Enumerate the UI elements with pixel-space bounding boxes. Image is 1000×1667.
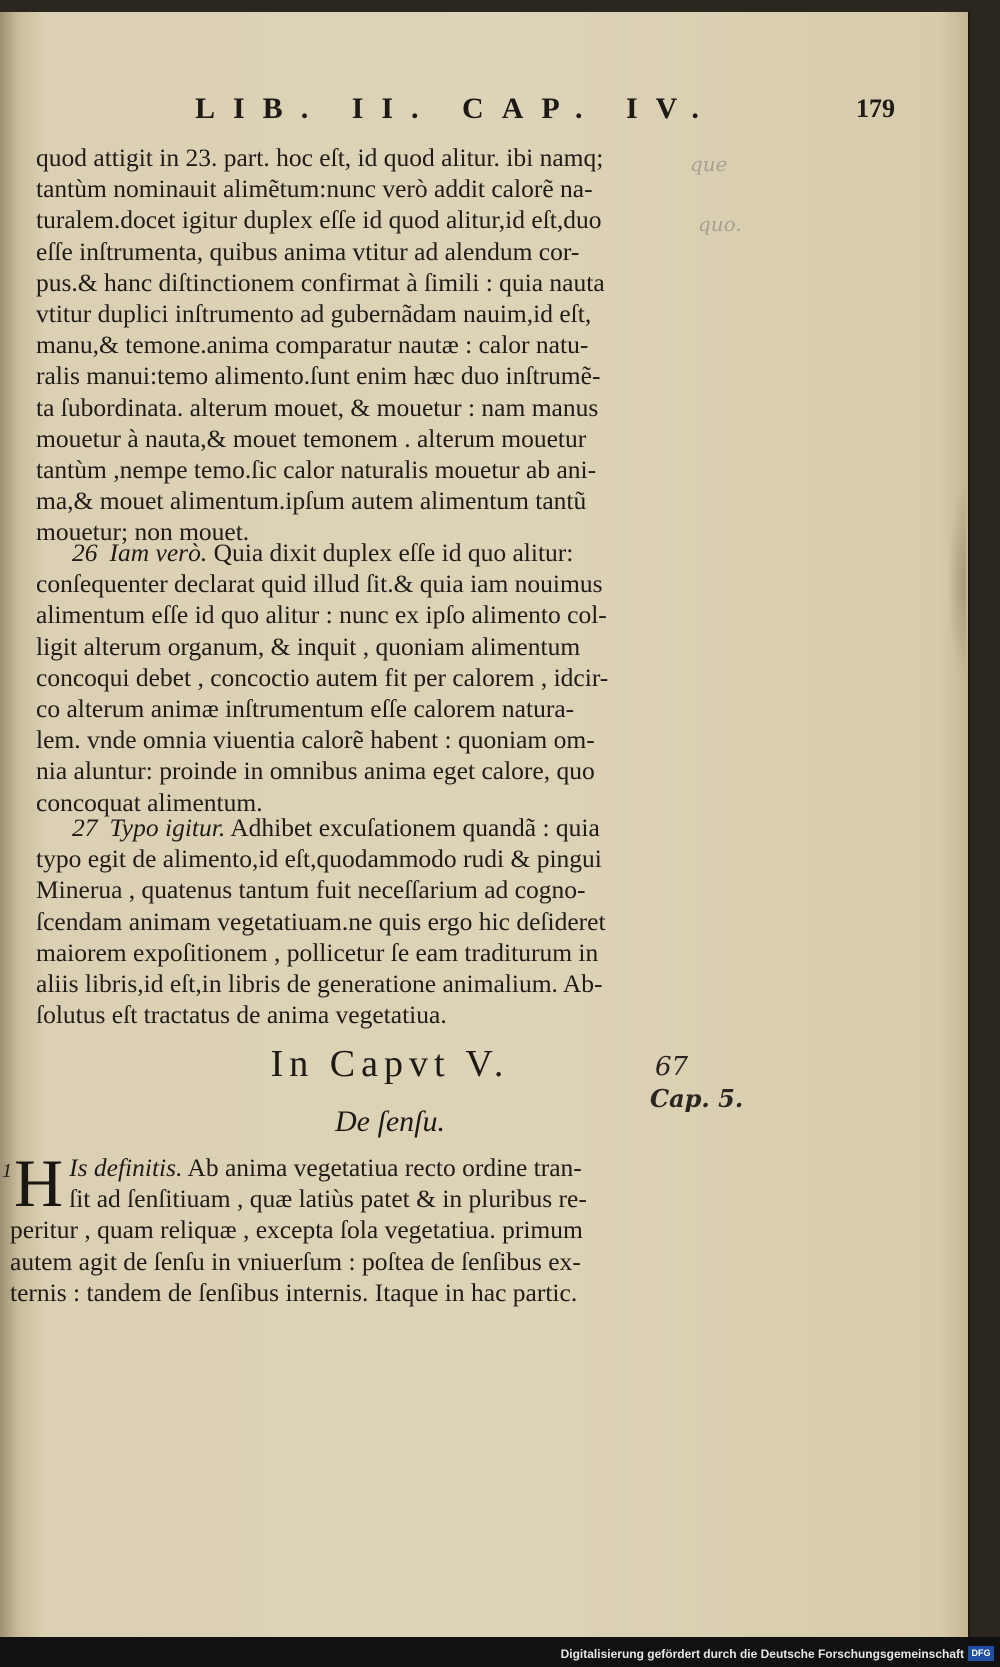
text-fragment: Adhibet excuſationem quandã : quia	[230, 813, 600, 842]
running-title: LIB. II. CAP. IV.	[195, 92, 717, 125]
text-line: concoquat alimentum.	[36, 787, 263, 817]
text-block-commentary	[36, 142, 716, 548]
text-line: conſequenter declarat quid illud ſit.& quia iam nouimus	[36, 569, 603, 599]
text-line: pus.& hanc diſtinctionem confirmat à ſimili : quia nauta	[36, 267, 605, 297]
paragraph-number: 1	[2, 1160, 12, 1182]
text-fragment: Ab anima vegetatiua recto ordine tran-	[187, 1153, 582, 1182]
section-subheading: De ſenſu.	[335, 1105, 445, 1138]
drop-cap: H	[14, 1145, 64, 1221]
text-line: ſit ad ſenſitiuam , quæ latiùs patet & in pluribus re-	[69, 1184, 587, 1214]
text-line: nia aluntur: proinde in omnibus anima eget calore, quo	[36, 756, 595, 786]
funding-credit: Digitalisierung gefördert durch die Deutsche Forschungsgemeinschaft	[560, 1647, 964, 1661]
text-line: ma,& mouet alimentum.ipſum autem alimentum tantũ	[36, 486, 587, 516]
text-line: Minerua , quatenus tantum fuit neceſſarium ad cogno-	[36, 875, 586, 905]
paragraph-27	[36, 812, 716, 1030]
text-line: alimentum eſſe id quo alitur : nunc ex ipſo alimento col-	[36, 600, 607, 630]
text-line: ſolutus eſt tractatus de anima vegetatiua.	[36, 1000, 447, 1030]
lemma: Is definitis.	[69, 1153, 183, 1182]
text-line: co alterum animæ inſtrumentum eſſe calorem natura-	[36, 694, 575, 724]
paragraph-number: 26	[72, 538, 98, 567]
text-line: tantùm ,nempe temo.ſic calor naturalis mouetur ab ani-	[36, 455, 597, 485]
page-edge-stain	[948, 482, 966, 682]
book-page	[0, 12, 970, 1637]
margin-note-number: 67	[655, 1052, 689, 1082]
text-line: manu,& temone.anima comparatur nautæ : calor natu-	[36, 330, 589, 360]
section-heading: In Capvt V.	[270, 1043, 510, 1085]
text-line: quod attigit in 23. part. hoc eſt, id quod alitur. ibi namq;	[36, 143, 604, 172]
text-line: maiorem expoſitionem , pollicetur ſe eam traditurum in	[36, 937, 599, 967]
text-line	[10, 1152, 710, 1183]
page-header	[195, 92, 895, 132]
text-line: vtitur duplici inſtrumento ad gubernãdam nauim,id eſt,	[36, 299, 592, 329]
text-line: ligit alterum organum, & inquit , quoniam alimentum	[36, 631, 581, 661]
text-line: ta ſubordinata. alterum mouet, & mouetur : nam manus	[36, 392, 599, 422]
text-line: ralis manui:temo alimento.ſunt enim hæc duo inſtrumẽ-	[36, 361, 601, 391]
paragraph-1	[10, 1145, 710, 1308]
text-line	[36, 537, 716, 568]
margin-note-chapter: Cap. 5.	[650, 1084, 744, 1113]
text-line: aliis libris,id eſt,in libris de generatione animalium. Ab-	[36, 969, 603, 999]
lemma: Iam verò.	[109, 538, 208, 567]
pencil-annotation: quo.	[698, 212, 742, 236]
paragraph-26	[36, 537, 716, 818]
lemma: Typo igitur.	[109, 813, 226, 842]
dfg-logo: DFG	[968, 1646, 994, 1661]
pencil-annotation: que	[690, 152, 728, 176]
paragraph-number: 27	[72, 813, 98, 842]
footer-bar	[0, 1637, 1000, 1667]
text-line: mouetur; non mouet.	[36, 517, 250, 547]
text-line: typo egit de alimento,id eſt,quodammodo rudi & pingui	[36, 844, 602, 874]
text-fragment: Quia dixit duplex eſſe id quo alitur:	[213, 538, 574, 567]
text-line: concoqui debet , concoctio autem fit per calorem , idcir-	[36, 662, 609, 692]
page-number: 179	[856, 94, 895, 123]
text-line: mouetur à nauta,& mouet temonem . alterum mouetur	[36, 423, 587, 453]
text-line: tantùm nominauit alimẽtum:nunc verò addit calorẽ na-	[36, 174, 593, 204]
text-line: ſcendam animam vegetatiuam.ne quis ergo hic deſideret	[36, 906, 606, 936]
text-line	[36, 812, 716, 843]
text-line: lem. vnde omnia viuentia calorẽ habent : quoniam om-	[36, 725, 595, 755]
text-line: peritur , quam reliquæ , excepta ſola vegetatiua. primum	[10, 1215, 583, 1245]
text-line: turalem.docet igitur duplex eſſe id quod alitur,id eſt,duo	[36, 205, 602, 235]
text-line: ternis : tandem de ſenſibus internis. Itaque in hac partic.	[10, 1277, 578, 1307]
text-line: autem agit de ſenſu in vniuerſum : poſtea de ſenſibus ex-	[10, 1246, 581, 1276]
text-line: eſſe inſtrumenta, quibus anima vtitur ad alendum cor-	[36, 236, 580, 266]
